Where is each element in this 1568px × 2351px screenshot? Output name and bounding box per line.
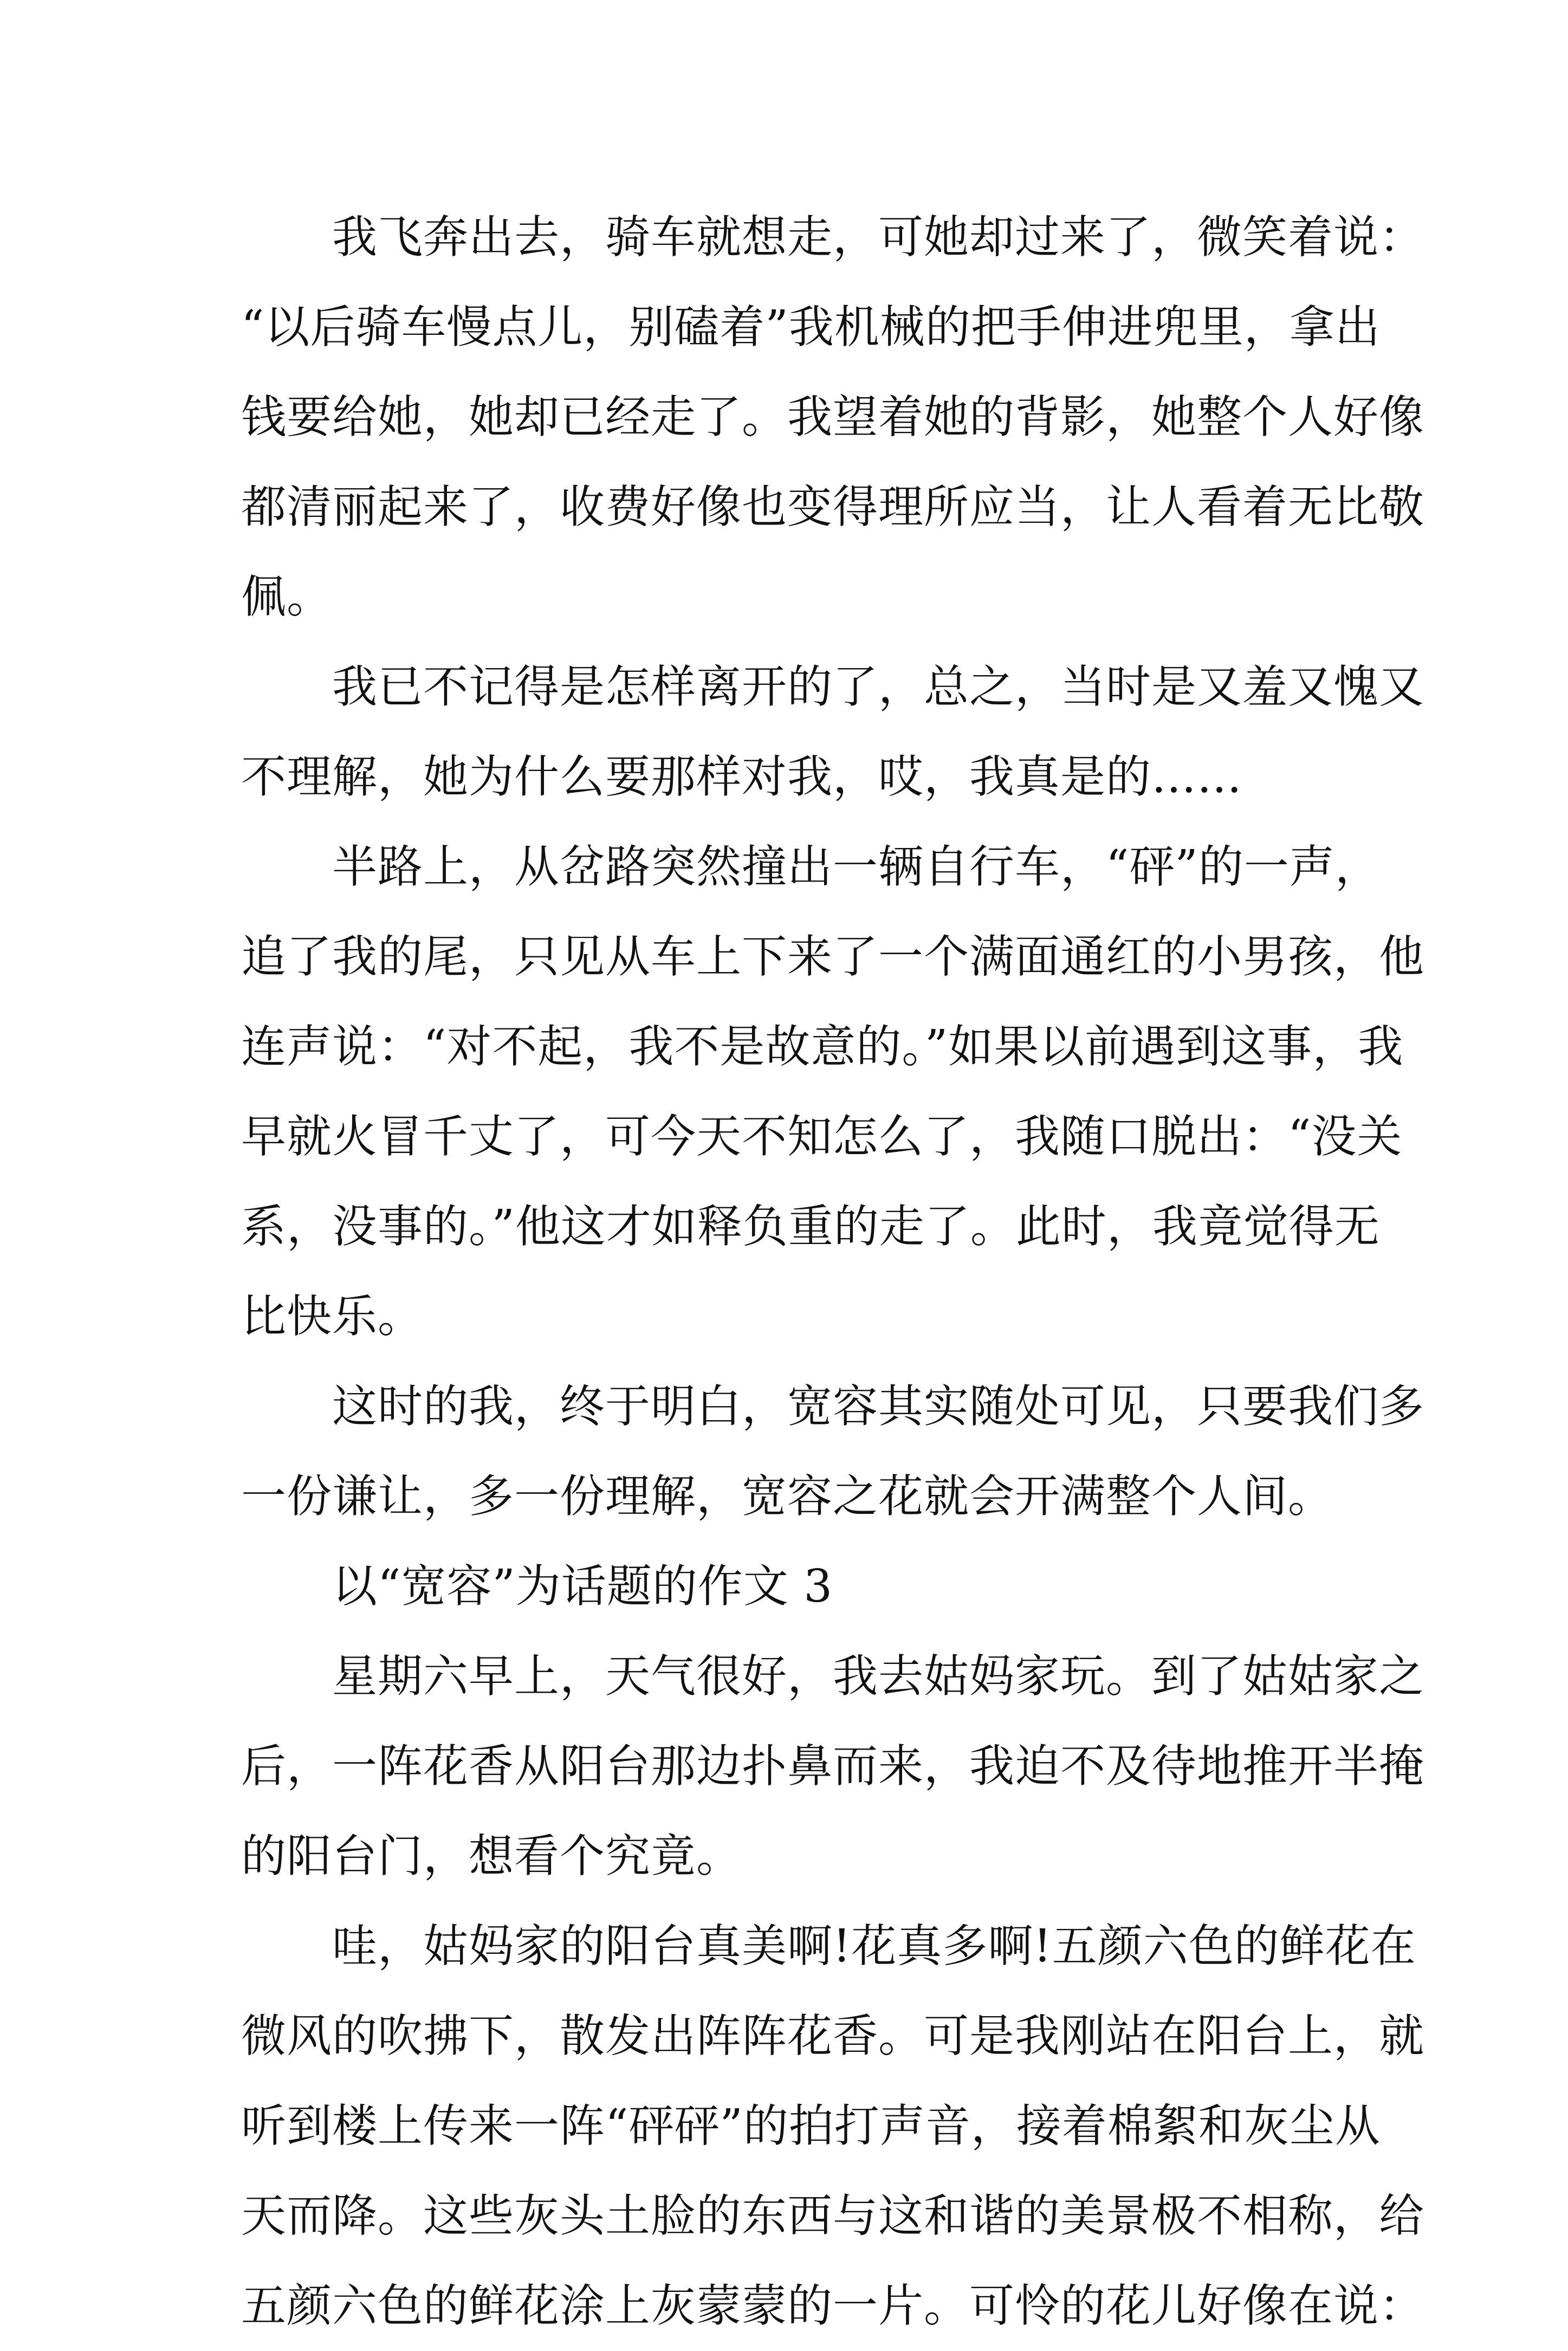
paragraph — [241, 1631, 1424, 1901]
text-line: 五颜六色的鲜花涂上灰蒙蒙的一片。可怜的花儿好像在说： — [241, 2279, 1424, 2332]
text-line: 早就火冒千丈了，可今天不知怎么了，我随口脱出：“没关 — [241, 1110, 1403, 1163]
document-body — [241, 192, 1424, 2351]
text-line: 系，没事的。”他这才如释负重的走了。此时，我竟觉得无 — [241, 1200, 1380, 1253]
text-line: “以后骑车慢点儿，别磕着”我机械的把手伸进兜里，拿出 — [241, 301, 1381, 353]
text-line: 半路上，从岔路突然撞出一辆自行车，“砰”的一声， — [332, 840, 1381, 893]
text-line: 后，一阵花香从阳台那边扑鼻而来，我迫不及待地推开半掩 — [241, 1740, 1424, 1792]
text-line: 追了我的尾，只见从车上下来了一个满面通红的小男孩，他 — [241, 930, 1424, 983]
paragraph — [241, 192, 1424, 642]
section-heading — [241, 1542, 1330, 1631]
text-line: 微风的吹拂下，散发出阵阵花香。可是我刚站在阳台上，就 — [241, 2010, 1424, 2062]
text-line: 这时的我，终于明白，宽容其实随处可见，只要我们多 — [332, 1380, 1424, 1433]
text-line: 听到楼上传来一阵“砰砰”的拍打声音，接着棉絮和灰尘从 — [241, 2100, 1381, 2152]
text-line: 不理解，她为什么要那样对我，哎，我真是的…… — [241, 750, 1242, 803]
text-line: 佩。 — [241, 571, 332, 623]
text-line: 星期六早上，天气很好，我去姑妈家玩。到了姑姑家之 — [332, 1650, 1424, 1702]
paragraph — [241, 642, 1424, 822]
text-line: 都清丽起来了，收费好像也变得理所应当，让人看着无比敬 — [241, 481, 1424, 533]
paragraph — [241, 1901, 1424, 2351]
text-line: 天而降。这些灰头土脸的东西与这和谐的美景极不相称，给 — [241, 2190, 1424, 2242]
text-line: 我已不记得是怎样离开的了，总之，当时是又羞又愧又 — [332, 660, 1424, 713]
text-line: 比快乐。 — [241, 1290, 423, 1343]
text-line: 连声说：“对不起，我不是故意的。”如果以前遇到这事，我 — [241, 1020, 1404, 1073]
text-line: 一份谦让，多一份理解，宽容之花就会开满整个人间。 — [241, 1470, 1333, 1523]
text-line: 哇，姑妈家的阳台真美啊!花真多啊!五颜六色的鲜花在 — [332, 1920, 1416, 1972]
paragraph — [241, 1362, 1424, 1542]
paragraph — [241, 822, 1424, 1362]
heading-text: 以“宽容”为话题的作文 3 — [332, 1560, 833, 1612]
text-line: 钱要给她，她却已经走了。我望着她的背影，她整个人好像 — [241, 391, 1424, 443]
text-line: 我飞奔出去，骑车就想走，可她却过来了，微笑着说： — [332, 211, 1424, 263]
text-line: 的阳台门，想看个究竟。 — [241, 1830, 742, 1882]
